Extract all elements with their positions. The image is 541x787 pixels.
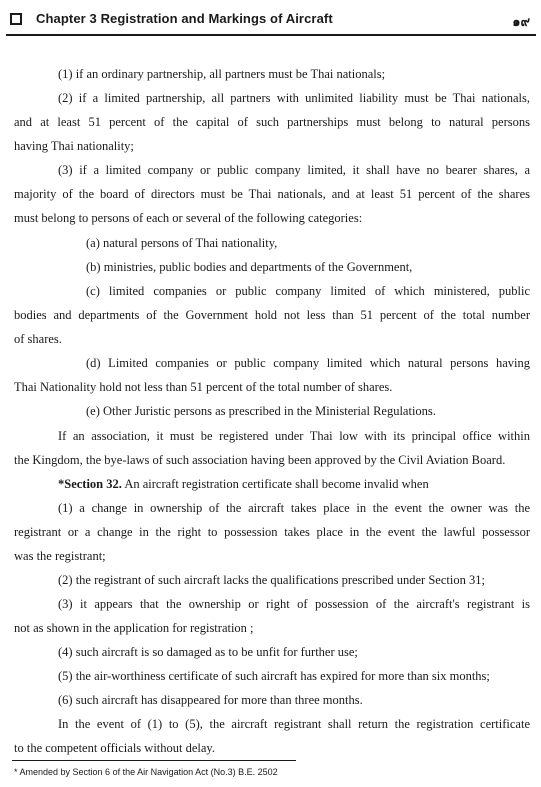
para-1: (1) if an ordinary partnership, all partners must be Thai nationals; — [58, 67, 386, 81]
return-line-2: to the competent officials without delay. — [14, 741, 215, 755]
chapter-title: Chapter 3 Registration and Markings of Aircraft — [36, 11, 333, 26]
page-header — [6, 10, 536, 36]
section-32-item-4: (4) such aircraft is so damaged as to be unfit for further use; — [58, 645, 358, 659]
page-number: ๑๙ — [512, 14, 530, 29]
section-32-text: An aircraft registration certificate shall become invalid when — [121, 477, 429, 491]
section-32-item-3-line-2: not as shown in the application for registration ; — [14, 621, 254, 635]
section-32-item-5: (5) the air-worthiness certificate of such aircraft has expired for more than six months; — [58, 669, 490, 683]
section-32-label: *Section 32. — [58, 477, 122, 491]
item-d-line-1: (d) Limited companies or public company limited which natural persons having — [86, 356, 530, 370]
item-b: (b) ministries, public bodies and departments of the Government, — [86, 260, 413, 274]
section-32-item-3-line-1: (3) it appears that the ownership or right of possession of the aircraft's registrant is — [58, 597, 530, 611]
section-32-item-1-line-2: registrant or a change in the right to possession takes place in the event the lawful possessor — [14, 525, 530, 539]
footnote: * Amended by Section 6 of the Air Navigation Act (No.3) B.E. 2502 — [14, 767, 278, 777]
return-line-1: In the event of (1) to (5), the aircraft registrant shall return the registration certificate — [58, 717, 530, 731]
item-c-line-3: of shares. — [14, 332, 62, 346]
section-32-item-6: (6) such aircraft has disappeared for more than three months. — [58, 693, 363, 707]
para-2-line-1: (2) if a limited partnership, all partners with unlimited liability must be Thai nationals, — [58, 91, 530, 105]
section-32-item-1-line-1: (1) a change in ownership of the aircraft takes place in the event the owner was the — [58, 501, 530, 515]
para-3-line-3: must belong to persons of each or several of the following categories: — [14, 211, 363, 225]
para-2-line-3: having Thai nationality; — [14, 139, 134, 153]
para-3-line-2: majority of the board of directors must be Thai nationals, and at least 51 percent of the shares — [14, 187, 530, 201]
section-32-heading — [58, 476, 429, 492]
footnote-rule — [12, 760, 296, 761]
checkbox-square-icon — [10, 13, 22, 25]
item-c-line-1: (c) limited companies or public company limited of which ministered, public — [86, 284, 530, 298]
item-e: (e) Other Juristic persons as prescribed in the Ministerial Regulations. — [86, 404, 436, 418]
para-2-line-2: and at least 51 percent of the capital of such partnerships must belong to natural persons — [14, 115, 530, 129]
section-32-item-2: (2) the registrant of such aircraft lacks the qualifications prescribed under Section 31; — [58, 573, 485, 587]
item-a: (a) natural persons of Thai nationality, — [86, 236, 278, 250]
section-32-item-1-line-3: was the registrant; — [14, 549, 106, 563]
association-line-2: the Kingdom, the bye-laws of such association having been approved by the Civil Aviation Board. — [14, 453, 506, 467]
association-line-1: If an association, it must be registered under Thai low with its principal office within — [58, 429, 530, 443]
item-c-line-2: bodies and departments of the Government hold not less than 51 percent of the total number — [14, 308, 530, 322]
item-d-line-2: Thai Nationality hold not less than 51 percent of the total number of shares. — [14, 380, 393, 394]
header-rule — [6, 34, 536, 36]
para-3-line-1: (3) if a limited company or public company limited, it shall have no bearer shares, a — [58, 163, 530, 177]
